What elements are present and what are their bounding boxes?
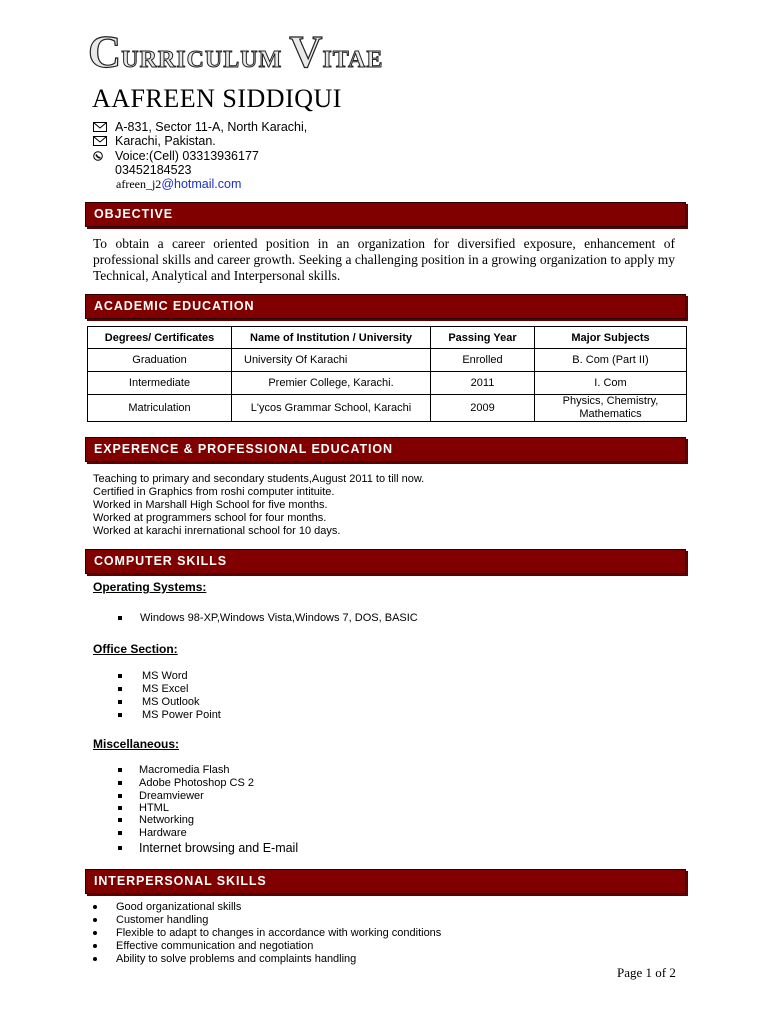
address-line-1: A-831, Sector 11-A, North Karachi, [115,120,308,135]
interpersonal-item: Customer handling [116,914,209,926]
list-item [118,683,318,696]
square-bullet-icon [118,713,122,717]
misc-item: Adobe Photoshop CS 2 [139,777,254,789]
section-academic [85,294,686,319]
col-subjects: Major Subjects [535,327,687,349]
list-item [118,709,318,722]
education-header-row [88,327,687,349]
cv-title [88,26,428,77]
square-bullet-icon [118,768,122,772]
list-item [93,927,593,940]
cell-institution: Premier College, Karachi. [232,372,431,395]
experience-item: Worked at programmers school for four months. [93,512,327,524]
cell-subjects: I. Com [535,372,687,395]
list-item [118,612,518,625]
contact-phone [93,149,259,164]
table-row [88,349,687,372]
email-link[interactable] [116,177,241,192]
os-heading: Operating Systems: [93,580,207,594]
office-item: MS Outlook [142,696,200,708]
cell-year: 2009 [431,395,535,422]
square-bullet-icon [118,846,122,850]
section-academic-title: ACADEMIC EDUCATION [94,299,255,313]
section-experience [85,437,686,462]
table-row [88,372,687,395]
envelope-icon [93,136,107,146]
list-item [93,914,593,927]
square-bullet-icon [118,818,122,822]
phone-icon [93,151,107,161]
objective-text: To obtain a career oriented position in an organization for diversified exposure, enhancement of professional skills and career growth. Seeking a challenging position in a growing organization to apply my Technical, Analytical and Interpersonal skills. [93,236,675,283]
section-interpersonal [85,869,686,894]
list-item [118,696,318,709]
email-user: afreen_j2 [116,177,162,191]
phone-line-2: 03452184523 [115,163,192,177]
square-bullet-icon [118,700,122,704]
cell-subjects: Physics, Chemistry, Mathematics [535,395,687,422]
misc-item: Networking [139,814,195,826]
misc-item: Dreamviewer [139,790,204,802]
experience-item: Worked in Marshall High School for five months. [93,499,328,511]
square-bullet-icon [118,831,122,835]
office-item: MS Excel [142,683,189,695]
office-item: MS Word [142,670,188,682]
list-item [93,901,593,914]
square-bullet-icon [118,687,122,691]
office-heading: Office Section: [93,642,178,656]
candidate-name: AAFREEN SIDDIQUI [92,84,342,113]
interpersonal-item: Ability to solve problems and complaints handling [116,953,357,965]
round-bullet-icon [93,957,97,961]
list-item [118,764,368,777]
interpersonal-item: Flexible to adapt to changes in accordance with working conditions [116,927,442,939]
misc-heading: Miscellaneous: [93,737,180,751]
interpersonal-item: Effective communication and negotiation [116,940,314,952]
cell-year: 2011 [431,372,535,395]
square-bullet-icon [118,781,122,785]
misc-item: HTML [139,802,169,814]
section-experience-title: EXPERENCE & PROFESSIONAL EDUCATION [94,442,393,456]
list-item [118,827,368,840]
section-interpersonal-title: INTERPERSONAL SKILLS [94,874,267,888]
experience-item: Worked at karachi inrernational school for 10 days. [93,525,341,537]
email-domain: @hotmail.com [161,177,242,191]
list-item [118,814,368,827]
page-number: Page 1 of 2 [617,965,676,980]
interpersonal-item: Good organizational skills [116,901,242,913]
cell-institution: L'ycos Grammar School, Karachi [232,395,431,422]
contact-address-2 [93,134,216,149]
cv-title-v: V [289,26,323,77]
round-bullet-icon [93,944,97,948]
cell-subjects: B. Com (Part II) [535,349,687,372]
list-item [118,777,368,790]
cell-institution: University Of Karachi [232,349,431,372]
section-objective [85,202,686,227]
square-bullet-icon [118,806,122,810]
table-row [88,395,687,422]
cv-title-c: C [88,26,122,77]
round-bullet-icon [93,931,97,935]
education-table [87,326,687,422]
list-item [118,670,318,683]
office-item: MS Power Point [142,709,221,721]
os-item: Windows 98-XP,Windows Vista,Windows 7, DOS, BASIC [140,612,418,624]
experience-item: Certified in Graphics from roshi computer intituite. [93,486,335,498]
phone-line-1: Voice:(Cell) 03313936177 [115,149,259,164]
list-item [93,953,593,966]
misc-item: Macromedia Flash [139,764,230,776]
envelope-icon [93,122,107,132]
list-item [118,841,418,856]
cell-year: Enrolled [431,349,535,372]
cell-degree: Matriculation [88,395,232,422]
section-computer-title: COMPUTER SKILLS [94,554,227,568]
round-bullet-icon [93,905,97,909]
square-bullet-icon [118,794,122,798]
contact-address-1 [93,120,307,135]
cell-degree: Graduation [88,349,232,372]
square-bullet-icon [118,616,122,620]
cell-degree: Intermediate [88,372,232,395]
section-objective-title: OBJECTIVE [94,207,173,221]
cv-title-mid: URRICULUM [121,47,290,73]
experience-item: Teaching to primary and secondary students,August 2011 to till now. [93,473,425,485]
misc-item: Internet browsing and E-mail [139,841,299,855]
address-line-2: Karachi, Pakistan. [115,134,216,149]
list-item [93,940,593,953]
round-bullet-icon [93,918,97,922]
col-year: Passing Year [431,327,535,349]
col-institution: Name of Institution / University [232,327,431,349]
col-degree: Degrees/ Certificates [88,327,232,349]
cv-title-end: ITAE [322,47,384,73]
square-bullet-icon [118,674,122,678]
section-computer [85,549,686,574]
misc-item: Hardware [139,827,187,839]
